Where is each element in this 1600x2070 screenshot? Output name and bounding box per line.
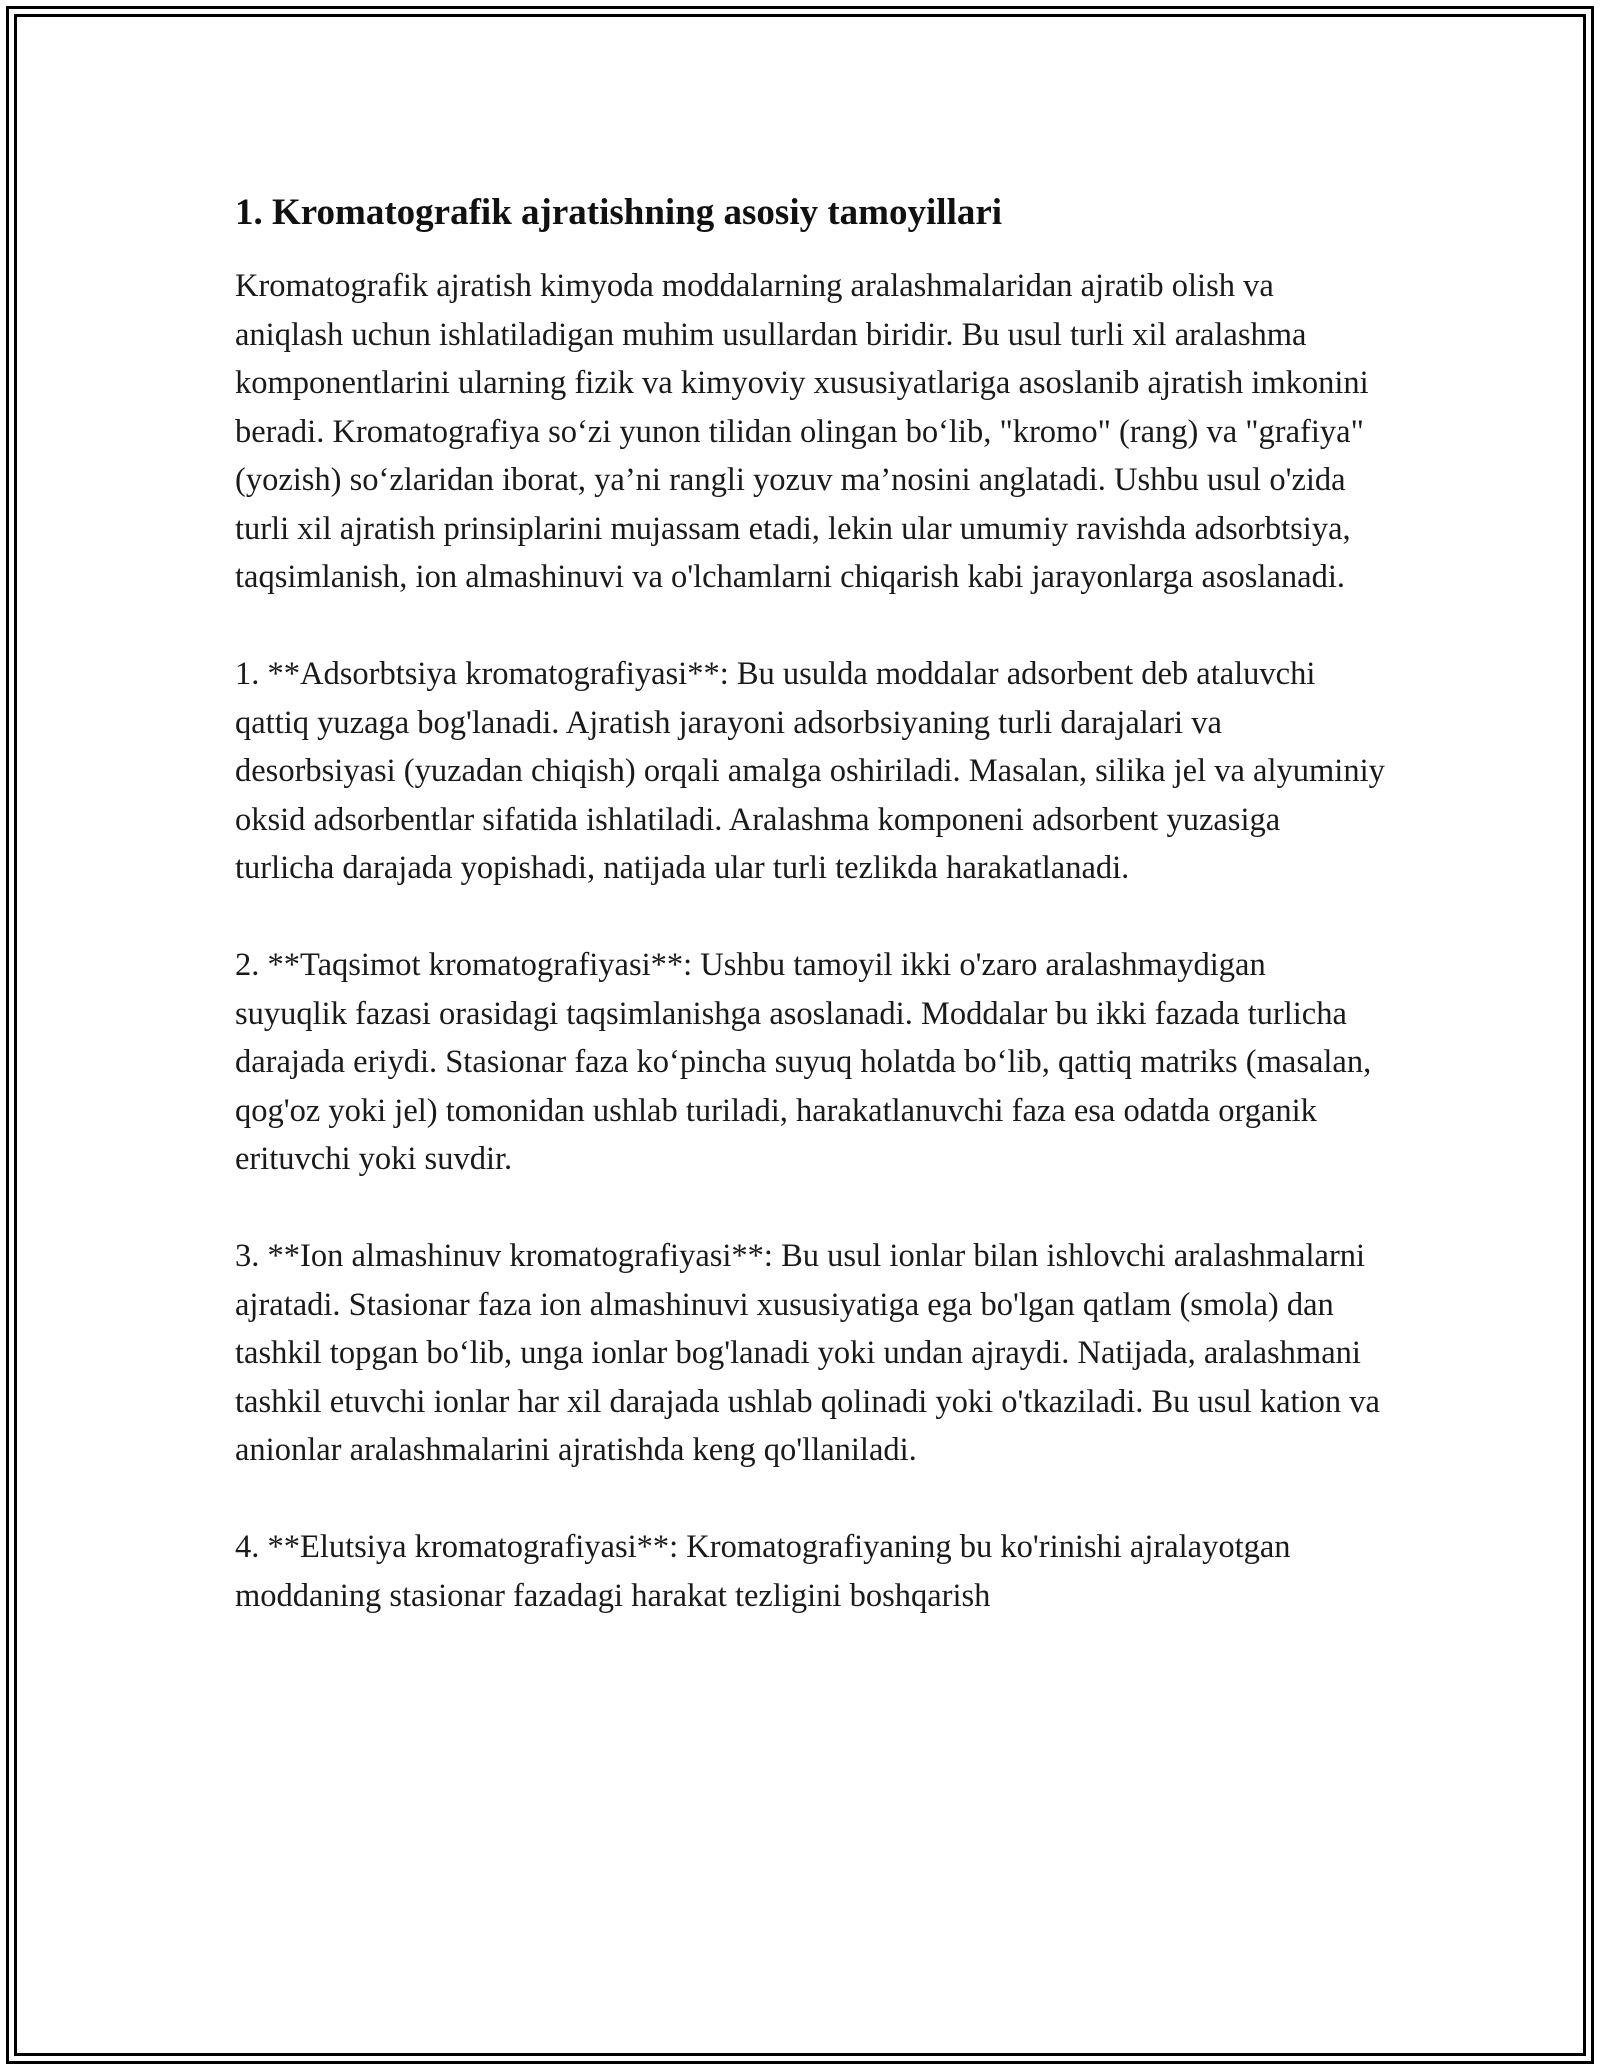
list-item-adsorption: 1. **Adsorbtsiya kromatografiyasi**: Bu usulda moddalar adsorbent deb ataluvchi qattiq yuzaga bog'lanadi. Ajratish jarayoni adsorbsiyaning turli darajalari va desorbsiyasi (yuzadan chiqish) orqali amalga oshiriladi. Masalan, silika jel va alyuminiy oksid adsorbentlar sifatida ishlatiladi. Aralashma komponeni adsorbent yuzasiga turlicha darajada yopishadi, natijada ular turli tezlikda harakatlanadi. (235, 656, 1385, 886)
list-item-elution: 4. **Elutsiya kromatografiyasi**: Kromatografiyaning bu ko'rinishi ajralayotgan moddaning stasionar fazadagi harakat tezligini boshqarish (235, 1529, 1291, 1614)
intro-paragraph: Kromatografik ajratish kimyoda moddalarning aralashmalaridan ajratib olish va aniqlash uchun ishlatiladigan muhim usullardan biridir. Bu usul turli xil aralashma komponentlarini ularning fizik va kimyoviy xususiyatlariga asoslanib ajratish imkonini beradi. Kromatografiya so‘zi yunon tilidan olingan bo‘lib, "kromo" (rang) va "grafiya" (yozish) so‘zlaridan iborat, ya’ni rangli yozuv ma’nosini anglatadi. Ushbu usul o'zida turli xil ajratish prinsiplarini mujassam etadi, lekin ular umumiy ravishda adsorbtsiya, taqsimlanish, ion almashinuvi va o'lchamlarni chiqarish kabi jarayonlarga asoslanadi. (235, 268, 1369, 595)
list-item-ion-exchange: 3. **Ion almashinuv kromatografiyasi**: Bu usul ionlar bilan ishlovchi aralashmalarni ajratadi. Stasionar faza ion almashinuvi xususiyatiga ega bo'lgan qatlam (smola) dan tashkil topgan bo‘lib, unga ionlar bog'lanadi yoki undan ajraydi. Natijada, aralashmani tashkil etuvchi ionlar har xil darajada ushlab qolinadi yoki o'tkaziladi. Bu usul kation va anionlar aralashmalarini ajratishda keng qo'llaniladi. (235, 1238, 1380, 1468)
list-item-partition: 2. **Taqsimot kromatografiyasi**: Ushbu tamoyil ikki o'zaro aralashmaydigan suyuqlik fazasi orasidagi taqsimlanishga asoslanadi. Moddalar bu ikki fazada turlicha darajada eriydi. Stasionar faza ko‘pincha suyuq holatda bo‘lib, qattiq matriks (masalan, qog'oz yoki jel) tomonidan ushlab turiladi, harakatlanuvchi faza esa odatda organik erituvchi yoki suvdir. (235, 947, 1372, 1177)
section-heading: 1. Kromatografik ajratishning asosiy tamoyillari (235, 192, 1003, 233)
document-body (235, 190, 1385, 1669)
